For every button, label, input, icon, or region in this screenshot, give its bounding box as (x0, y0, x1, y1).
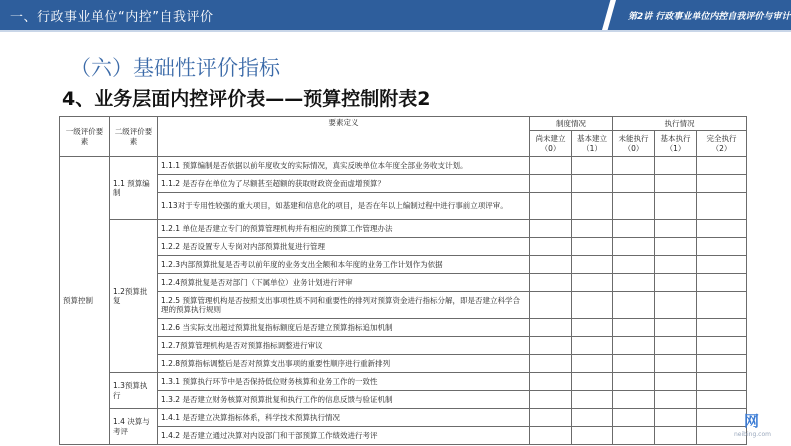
score-cell[interactable] (530, 337, 572, 355)
header-exec-basic: 基本执行（1） (655, 131, 697, 157)
requirement-cell: 1.1.2 是否存在单位为了尽额甚至超额的获取财政资金而虚增预算？ (158, 175, 530, 193)
score-cell[interactable] (655, 274, 697, 292)
score-cell[interactable] (697, 355, 747, 373)
score-cell[interactable] (613, 220, 655, 238)
score-cell[interactable] (655, 256, 697, 274)
score-cell[interactable] (530, 238, 572, 256)
score-cell[interactable] (530, 193, 572, 220)
header-definition: 要素定义 (158, 117, 530, 157)
level2-cell: 1.4 决算与考评 (110, 409, 158, 445)
score-cell[interactable] (572, 256, 613, 274)
requirement-cell: 1.3.2 是否建立财务核算对预算批复和执行工作的信息反馈与验证机制 (158, 391, 530, 409)
score-cell[interactable] (655, 175, 697, 193)
score-cell[interactable] (697, 274, 747, 292)
score-cell[interactable] (530, 274, 572, 292)
score-cell[interactable] (572, 391, 613, 409)
watermark-logo: 网 (744, 412, 760, 430)
requirement-cell: 1.13对于专用性较强的重大项目，如基建和信息化的项目，是否在年以上编制过程中进行事前立项评审。 (158, 193, 530, 220)
score-cell[interactable] (697, 256, 747, 274)
score-cell[interactable] (655, 373, 697, 391)
section-title: （六）基础性评价指标 (70, 56, 280, 80)
score-cell[interactable] (572, 238, 613, 256)
score-cell[interactable] (655, 220, 697, 238)
header-exec-none: 未能执行（0） (613, 131, 655, 157)
score-cell[interactable] (572, 292, 613, 319)
score-cell[interactable] (613, 157, 655, 175)
score-cell[interactable] (530, 427, 572, 445)
score-cell[interactable] (572, 175, 613, 193)
score-cell[interactable] (530, 373, 572, 391)
requirement-cell: 1.2.7预算管理机构是否对预算指标调整进行审议 (158, 337, 530, 355)
score-cell[interactable] (530, 391, 572, 409)
score-cell[interactable] (572, 355, 613, 373)
score-cell[interactable] (572, 193, 613, 220)
score-cell[interactable] (572, 373, 613, 391)
score-cell[interactable] (572, 274, 613, 292)
score-cell[interactable] (655, 238, 697, 256)
score-cell[interactable] (530, 355, 572, 373)
header-exec-group: 执行情况 (613, 117, 747, 131)
banner-underline (0, 30, 791, 32)
score-cell[interactable] (655, 157, 697, 175)
banner-course-label: 第2讲 行政事业单位内控自我评价与审计 (628, 12, 791, 22)
score-cell[interactable] (655, 292, 697, 319)
score-cell[interactable] (697, 220, 747, 238)
score-cell[interactable] (697, 157, 747, 175)
score-cell[interactable] (613, 292, 655, 319)
header-sys-none: 尚未建立（0） (530, 131, 572, 157)
score-cell[interactable] (613, 256, 655, 274)
score-cell[interactable] (613, 409, 655, 427)
requirement-cell: 1.2.4预算批复是否对部门（下属单位）业务计划进行评审 (158, 274, 530, 292)
requirement-cell: 1.2.5 预算管理机构是否按照支出事项性质不同和重要性的排列对预算资金进行指标分解，即是否建立科学合理的预算执行规则 (158, 292, 530, 319)
level1-cell: 预算控制 (60, 157, 110, 445)
requirement-cell: 1.1.1 预算编制是否依据以前年度收支的实际情况，真实反映单位本年度全部业务收支计划。 (158, 157, 530, 175)
score-cell[interactable] (530, 292, 572, 319)
score-cell[interactable] (530, 157, 572, 175)
requirement-cell: 1.2.2 是否设置专人专岗对内部预算批复进行管理 (158, 238, 530, 256)
evaluation-table (59, 116, 747, 445)
score-cell[interactable] (655, 319, 697, 337)
score-cell[interactable] (572, 427, 613, 445)
requirement-cell: 1.2.6 当实际支出超过预算批复指标额度后是否建立预算指标追加机制 (158, 319, 530, 337)
level2-cell: 1.3预算执行 (110, 373, 158, 409)
score-cell[interactable] (530, 319, 572, 337)
score-cell[interactable] (572, 157, 613, 175)
score-cell[interactable] (613, 175, 655, 193)
level2-cell: 1.2预算批复 (110, 220, 158, 373)
requirement-cell: 1.4.1 是否建立决算指标体系，科学技术预算执行情况 (158, 409, 530, 427)
score-cell[interactable] (613, 238, 655, 256)
table-title: 4、业务层面内控评价表——预算控制附表2 (62, 88, 431, 110)
requirement-cell: 1.2.1 单位是否建立专门的预算管理机构并有相应的预算工作管理办法 (158, 220, 530, 238)
requirement-cell: 1.2.8预算指标调整后是否对预算支出事项的重要性顺序进行重新排列 (158, 355, 530, 373)
watermark-url: neibing.com (734, 431, 771, 438)
score-cell[interactable] (613, 427, 655, 445)
score-cell[interactable] (530, 220, 572, 238)
top-banner (0, 0, 791, 30)
score-cell[interactable] (572, 409, 613, 427)
score-cell[interactable] (697, 292, 747, 319)
score-cell[interactable] (697, 409, 747, 427)
score-cell[interactable] (697, 238, 747, 256)
score-cell[interactable] (655, 355, 697, 373)
header-level2: 二级评价要素 (110, 117, 158, 157)
score-cell[interactable] (697, 391, 747, 409)
header-sys-basic: 基本建立（1） (572, 131, 613, 157)
score-cell[interactable] (530, 175, 572, 193)
score-cell[interactable] (697, 175, 747, 193)
score-cell[interactable] (655, 391, 697, 409)
header-level1: 一级评价要素 (60, 117, 110, 157)
score-cell[interactable] (613, 337, 655, 355)
score-cell[interactable] (697, 373, 747, 391)
score-cell[interactable] (530, 409, 572, 427)
score-cell[interactable] (613, 355, 655, 373)
score-cell[interactable] (613, 319, 655, 337)
score-cell[interactable] (572, 220, 613, 238)
score-cell[interactable] (697, 319, 747, 337)
banner-title: 一、行政事业单位“内控”自我评价 (10, 10, 214, 25)
level2-cell: 1.1 预算编制 (110, 157, 158, 220)
header-exec-full: 完全执行（2） (697, 131, 747, 157)
score-cell[interactable] (655, 337, 697, 355)
requirement-cell: 1.3.1 预算执行环节中是否保持低位财务核算和业务工作的一致性 (158, 373, 530, 391)
requirement-cell: 1.2.3内部预算批复是否考以前年度的业务支出全额和本年度的业务工作计划作为依据 (158, 256, 530, 274)
score-cell[interactable] (655, 427, 697, 445)
score-cell[interactable] (572, 319, 613, 337)
requirement-cell: 1.4.2 是否建立通过决算对内设部门和干部预算工作绩效进行考评 (158, 427, 530, 445)
score-cell[interactable] (613, 274, 655, 292)
score-cell[interactable] (655, 409, 697, 427)
score-cell[interactable] (530, 256, 572, 274)
score-cell[interactable] (613, 373, 655, 391)
score-cell[interactable] (572, 337, 613, 355)
header-system-group: 制度情况 (530, 117, 613, 131)
score-cell[interactable] (655, 193, 697, 220)
score-cell[interactable] (697, 337, 747, 355)
score-cell[interactable] (613, 193, 655, 220)
score-cell[interactable] (697, 193, 747, 220)
score-cell[interactable] (613, 391, 655, 409)
